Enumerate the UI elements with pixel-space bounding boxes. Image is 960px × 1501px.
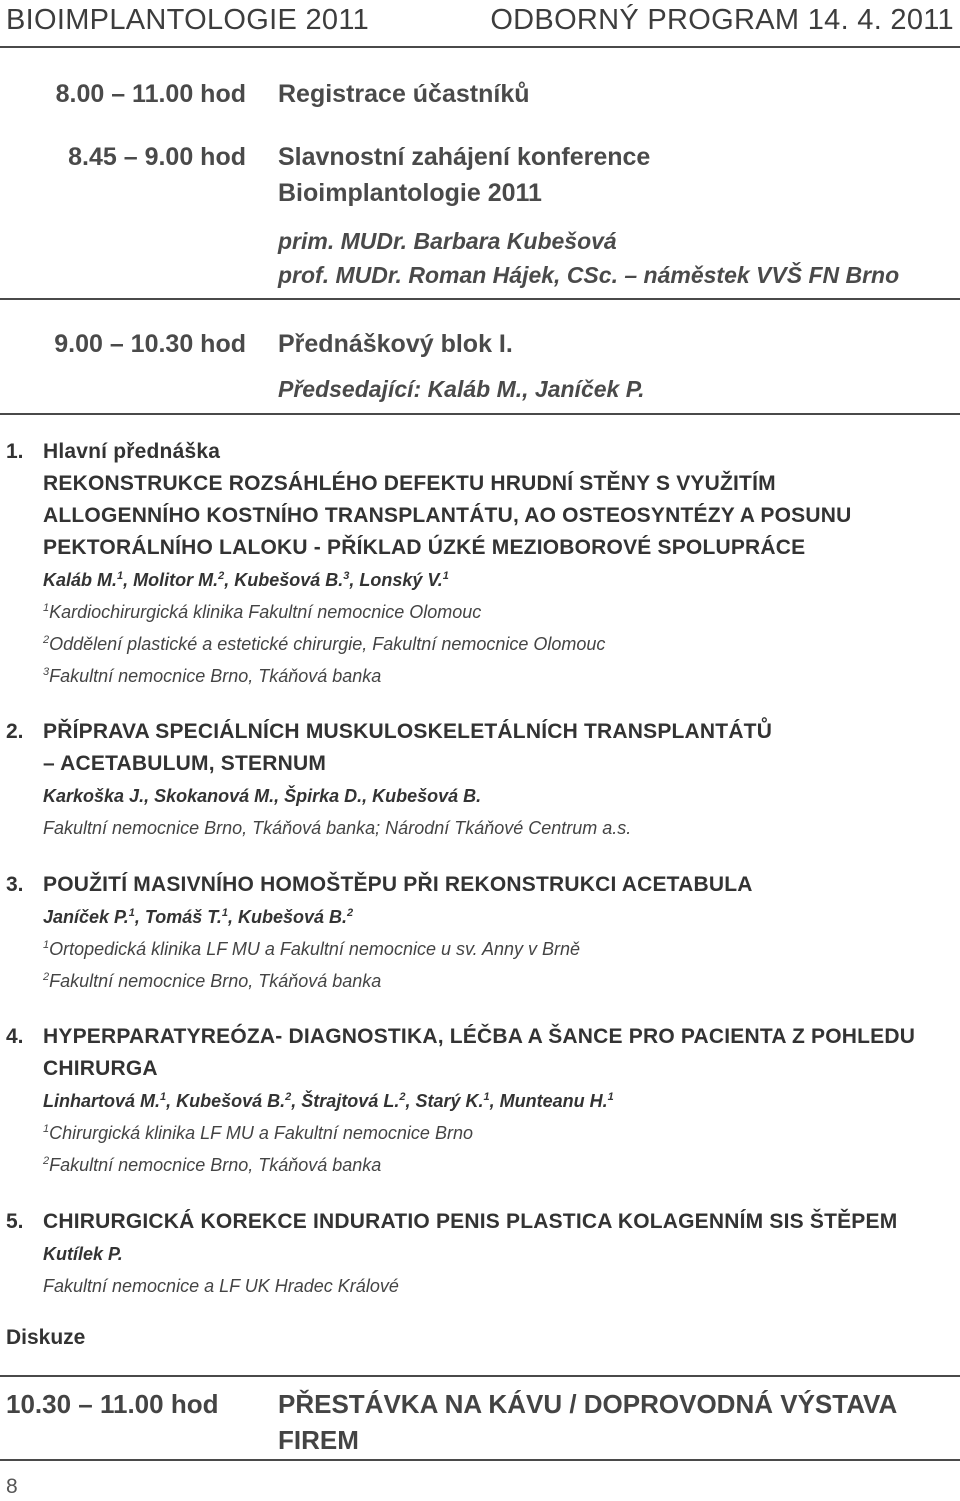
page-number: 8	[6, 1475, 18, 1498]
talk-title-line: POUŽITÍ MASIVNÍHO HOMOŠTĚPU PŘI REKONSTRUKCI ACETABULA	[43, 873, 753, 896]
block-1-title: Přednáškový blok I.	[278, 330, 513, 358]
time-block-1: 9.00 – 10.30 hod	[54, 330, 246, 358]
discussion-label: Diskuze	[6, 1326, 86, 1349]
talk-affiliation: $^1$Chirurgická klinika LF MU a Fakultní nemocnice Brno	[43, 1123, 473, 1143]
talk-affiliation: Fakultní nemocnice Brno, Tkáňová banka; Národní Tkáňové Centrum a.s.	[43, 818, 632, 838]
talk-number: 2.	[6, 720, 24, 743]
block-1-chairs: Předsedající: Kaláb M., Janíček P.	[278, 376, 645, 402]
section-divider-3	[0, 1375, 960, 1377]
talk-authors: Kaláb M.$^1$, Molitor M.$^2$, Kubešová B.$^3$, Lonský V.$^1$	[43, 570, 449, 590]
registration-title: Registrace účastníků	[278, 80, 530, 108]
talk-authors: Karkoška J., Skokanová M., Špirka D., Kubešová B.	[43, 786, 482, 806]
talk-affiliation: $^1$Kardiochirurgická klinika Fakultní nemocnice Olomouc	[43, 602, 482, 622]
talk-title-line: – ACETABULUM, STERNUM	[43, 752, 327, 775]
talk-affiliation: $^1$Ortopedická klinika LF MU a Fakultní nemocnice u sv. Anny v Brně	[43, 939, 581, 959]
talk-authors: Linhartová M.$^1$, Kubešová B.$^2$, Štrajtová L.$^2$, Starý K.$^1$, Munteanu H.$^1$	[43, 1091, 614, 1111]
opening-title-line1: Slavnostní zahájení konference	[278, 143, 651, 171]
talk-number: 1.	[6, 440, 24, 463]
footer-divider	[0, 1459, 960, 1461]
talk-authors: Kutílek P.	[43, 1244, 123, 1264]
talk-title-line: PŘÍPRAVA SPECIÁLNÍCH MUSKULOSKELETÁLNÍCH TRANSPLANTÁTŮ	[43, 720, 773, 743]
page-header	[6, 4, 954, 40]
opening-title-line2: Bioimplantologie 2011	[278, 179, 542, 207]
time-break: 10.30 – 11.00 hod	[6, 1389, 219, 1419]
talk-affiliation: $^3$Fakultní nemocnice Brno, Tkáňová banka	[43, 666, 382, 686]
header-divider	[0, 46, 960, 48]
opening-speaker-1: prim. MUDr. Barbara Kubešová	[278, 228, 617, 254]
talk-2	[6, 716, 956, 844]
time-opening: 8.45 – 9.00 hod	[68, 143, 246, 171]
talk-title-line: HYPERPARATYREÓZA- DIAGNOSTIKA, LÉČBA A ŠANCE PRO PACIENTA Z POHLEDU	[43, 1025, 916, 1048]
talk-title-line: PEKTORÁLNÍHO LALOKU - PŘÍKLAD ÚZKÉ MEZIOBOROVÉ SPOLUPRÁCE	[43, 536, 806, 559]
section-divider-1	[0, 298, 960, 300]
talk-3	[6, 869, 956, 997]
talk-1	[6, 436, 956, 692]
talk-title-line: CHIRURGA	[43, 1057, 158, 1080]
talk-number: 4.	[6, 1025, 24, 1048]
break-title: PŘESTÁVKA NA KÁVU / DOPROVODNÁ VÝSTAVA FIREM	[278, 1389, 897, 1455]
time-registration: 8.00 – 11.00 hod	[55, 80, 246, 108]
header-title-right: ODBORNÝ PROGRAM 14. 4. 2011	[490, 4, 954, 36]
header-title-left: BIOIMPLANTOLOGIE 2011	[6, 4, 370, 36]
talk-affiliation: $^2$Oddělení plastické a estetické chirurgie, Fakultní nemocnice Olomouc	[43, 634, 606, 654]
talk-authors: Janíček P.$^1$, Tomáš T.$^1$, Kubešová B.$^2$	[43, 907, 354, 927]
section-divider-2	[0, 413, 960, 415]
talk-affiliation: $^2$Fakultní nemocnice Brno, Tkáňová banka	[43, 1155, 382, 1175]
talk-title-line: CHIRURGICKÁ KOREKCE INDURATIO PENIS PLASTICA KOLAGENNÍM SIS ŠTĚPEM	[43, 1210, 898, 1233]
talk-number: 5.	[6, 1210, 24, 1233]
talk-title-line: REKONSTRUKCE ROZSÁHLÉHO DEFEKTU HRUDNÍ STĚNY S VYUŽITÍM	[43, 472, 776, 495]
talk-title-line: ALLOGENNÍHO KOSTNÍHO TRANSPLANTÁTU, AO OSTEOSYNTÉZY A POSUNU	[43, 504, 852, 527]
talk-4	[6, 1021, 956, 1181]
talk-5	[6, 1206, 956, 1302]
opening-speaker-2: prof. MUDr. Roman Hájek, CSc. – náměstek VVŠ FN Brno	[278, 262, 900, 288]
talk-number: 3.	[6, 873, 24, 896]
talk-affiliation: $^2$Fakultní nemocnice Brno, Tkáňová banka	[43, 971, 382, 991]
talk-affiliation: Fakultní nemocnice a LF UK Hradec Králové	[43, 1276, 399, 1296]
talk-label: Hlavní přednáška	[43, 440, 221, 463]
